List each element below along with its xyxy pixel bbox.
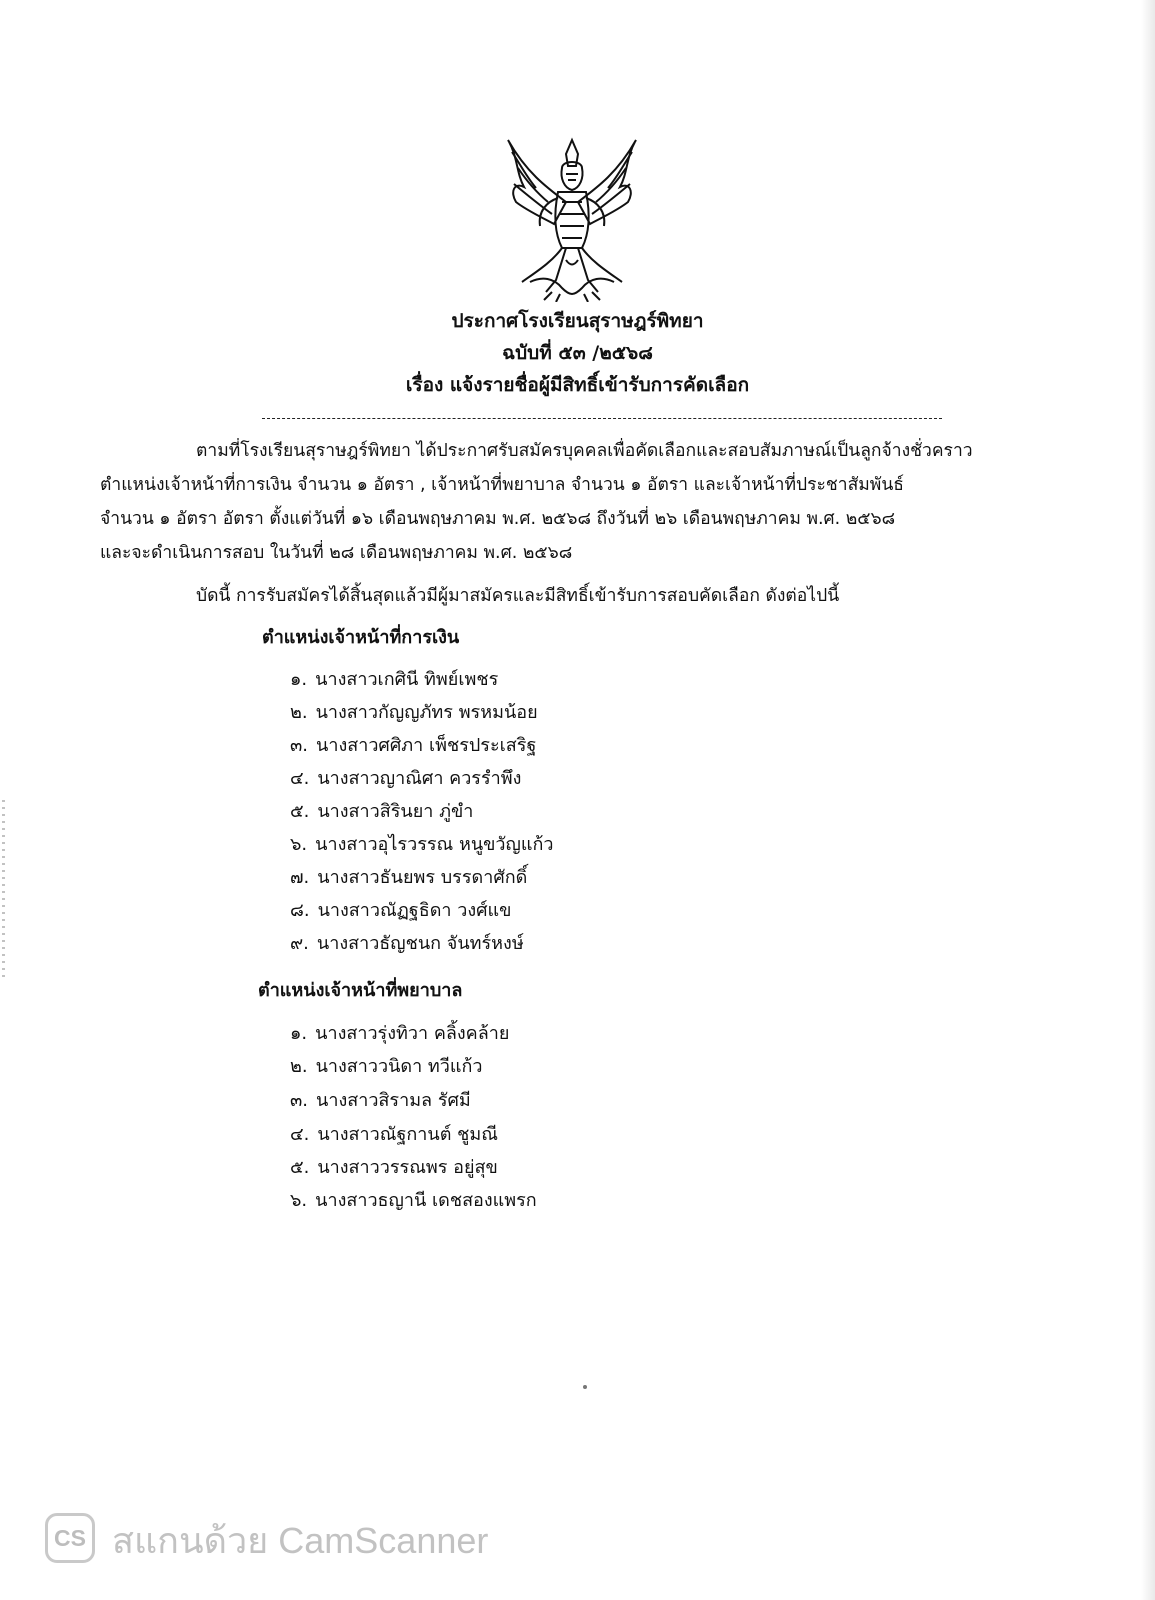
item-number: ๔. [290,1124,310,1145]
item-number: ๒. [290,1056,308,1077]
item-number: ๕. [290,1157,310,1178]
item-name: นางสาววรรณพร อยู่สุข [317,1157,498,1178]
paragraph-1-line-2: ตำแหน่งเจ้าหน้าที่การเงิน จำนวน ๑ อัตรา , เจ้าหน้าที่พยาบาล จำนวน ๑ อัตรา และเจ้าหน้าที่ประชาสัมพันธ์ [100,475,904,495]
item-name: นางสาววนิดา ทวีแก้ว [315,1056,483,1077]
section-title-nursing: ตำแหน่งเจ้าหน้าที่พยาบาล [258,980,463,1001]
list-item [290,1085,471,1114]
list-item [290,796,473,825]
paragraph-1-line-4: และจะดำเนินการสอบ ในวันที่ ๒๘ เดือนพฤษภาคม พ.ศ. ๒๕๖๘ [100,543,573,563]
item-name: นางสาวกัญญภัทร พรหมน้อย [315,702,538,723]
list-item [290,895,511,924]
item-number: ๘. [290,900,310,921]
item-number: ๓. [290,1090,309,1111]
announcement-number: ฉบับที่ ๕๓ /๒๕๖๘ [502,342,653,364]
item-name: นางสาวธันยพร บรรดาศักดิ์ [317,867,528,888]
paragraph-1-line-1: ตามที่โรงเรียนสุราษฎร์พิทยา ได้ประกาศรับสมัครบุคคลเพื่อคัดเลือกและสอบสัมภาษณ์เป็นลูกจ้างชั่วคราว [196,441,973,461]
list-item [290,763,521,792]
camscanner-logo-icon: CS [45,1513,95,1563]
list-item [290,697,538,726]
item-number: ๑. [290,1023,308,1044]
item-number: ๔. [290,768,310,789]
list-item [290,664,498,693]
list-item [290,1185,537,1214]
camscanner-watermark: สแกนด้วย CamScanner [112,1520,489,1561]
item-name: นางสาวศศิภา เพ็ชรประเสริฐ [316,735,537,756]
list-item [290,1018,509,1047]
list-item [290,829,553,858]
item-number: ๒. [290,702,308,723]
item-name: นางสาวญาณิศา ควรรำพึง [317,768,522,789]
list-item [290,1119,498,1148]
item-number: ๙. [290,933,309,954]
item-number: ๖. [290,1190,308,1211]
item-name: นางสาวณัฐกานต์ ชูมณี [317,1124,498,1145]
section-title-finance: ตำแหน่งเจ้าหน้าที่การเงิน [262,627,460,648]
announcement-title: ประกาศโรงเรียนสุราษฎร์พิทยา [451,310,704,332]
garuda-emblem-icon [496,132,648,302]
page-edge-shadow [1141,0,1155,1600]
list-item [290,862,527,891]
item-name: นางสาวสิรินยา ภู่ขำ [317,801,474,822]
scan-edge-marks [2,800,5,980]
list-item [290,928,524,957]
list-item [290,1051,483,1080]
item-name: นางสาวอุไรวรรณ หนูขวัญแก้ว [315,834,554,855]
list-item [290,1152,498,1181]
item-number: ๓. [290,735,309,756]
paragraph-1-line-3: จำนวน ๑ อัตรา อัตรา ตั้งแต่วันที่ ๑๖ เดือนพฤษภาคม พ.ศ. ๒๕๖๘ ถึงวันที่ ๒๖ เดือนพฤษภาคม พ.ศ. ๒๕๖๘ [100,509,896,529]
announcement-subject: เรื่อง แจ้งรายชื่อผู้มีสิทธิ์เข้ารับการคัดเลือก [405,374,750,396]
item-name: นางสาวธัญชนก จันทร์หงษ์ [316,933,524,954]
item-name: นางสาวสิรามล รัศมี [316,1090,471,1111]
item-number: ๖. [290,834,308,855]
list-item [290,730,536,759]
item-number: ๑. [290,669,308,690]
paragraph-2: บัดนี้ การรับสมัครได้สิ้นสุดแล้วมีผู้มาสมัครและมีสิทธิ์เข้ารับการสอบคัดเลือก ดังต่อไปนี้ [196,586,840,606]
scan-speck [583,1385,587,1389]
item-number: ๕. [290,801,310,822]
item-name: นางสาวธญานี เดชสองแพรก [315,1190,537,1211]
item-number: ๗. [290,867,310,888]
item-name: นางสาวณัฏฐธิดา วงศ์แข [317,900,512,921]
item-name: นางสาวเกศินี ทิพย์เพชร [315,669,499,690]
item-name: นางสาวรุ่งทิวา คลิ้งคล้าย [315,1023,510,1044]
dashed-divider [262,418,942,419]
